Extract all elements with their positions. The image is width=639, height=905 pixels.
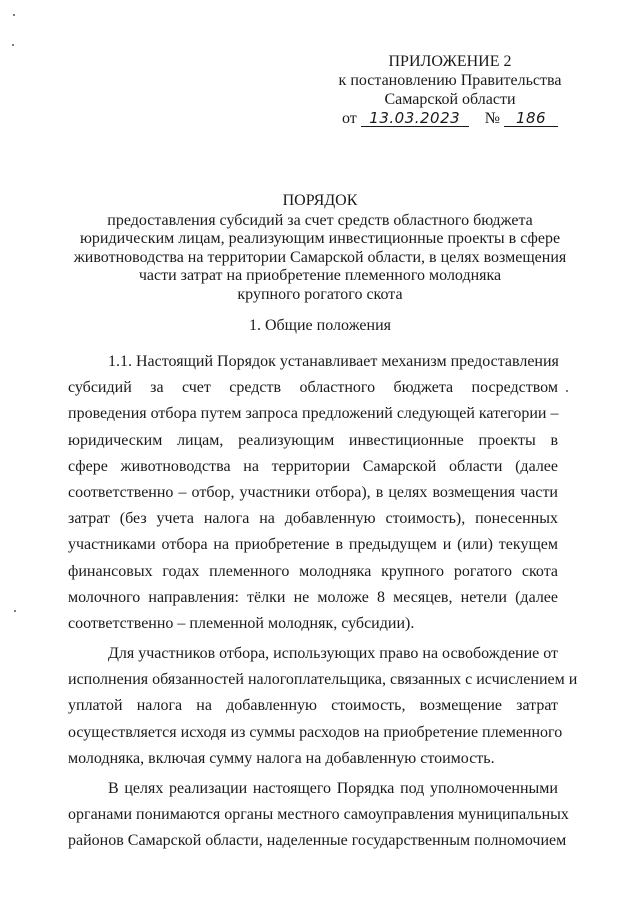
scan-speck <box>14 610 16 612</box>
paragraph-line: соответственно – племенной молодняк, субсидии). <box>68 614 415 632</box>
from-label: от <box>341 110 357 127</box>
subtitle-line: части затрат на приобретение племенного молодняка <box>138 267 502 284</box>
paragraph-line: финансовых годах племенного молодняка крупного рогатого скота <box>68 562 558 580</box>
appendix-line-1: к постановлению Правительства <box>338 72 562 89</box>
paragraph-line: исполнения обязанностей налогоплательщика, связанных с исчислением и <box>68 671 578 689</box>
paragraph-line: субсидий за счет средств областного бюджета посредством <box>68 379 558 397</box>
document-title: ПОРЯДОК <box>282 192 358 209</box>
paragraph <box>68 776 569 855</box>
paragraph-line: В целях реализации настоящего Порядка под уполномоченными <box>108 780 558 797</box>
paragraph-line: 1.1. Настоящий Порядок устанавливает механизм предоставления <box>108 353 559 370</box>
paragraph-line: осуществляется исходя из суммы расходов на приобретение племенного <box>68 723 563 741</box>
paragraph-line: Для участников отбора, использующих право на освобождение от <box>108 645 559 663</box>
paragraph-line: соответственно – отбор, участники отбора), в целях возмещения части <box>68 483 558 501</box>
number-label: № <box>484 110 501 127</box>
paragraph-line: сфере животноводства на территории Самарской области (далее <box>68 457 558 475</box>
paragraph-line: затрат (без учета налога на добавленную стоимость), понесенных <box>68 510 558 528</box>
paragraph-line: участниками отбора на приобретение в предыдущем и (или) текущем <box>68 536 558 554</box>
handwritten-number: 186 <box>504 110 558 127</box>
appendix-date-row <box>300 109 600 128</box>
paragraph-line: уплатой налога на добавленную стоимость, возмещение затрат <box>68 697 558 715</box>
paragraph <box>68 349 558 637</box>
section-heading: 1. Общие положения <box>248 317 392 334</box>
subtitle-line: предоставления субсидий за счет средств областного бюджета <box>107 211 533 229</box>
scan-speck <box>12 44 14 46</box>
paragraph-line: молочного направления: тёлки не моложе 8 месяцев, нетели (далее <box>68 588 558 606</box>
paragraph-line: молодняка, включая сумму налога на добавленную стоимость. <box>68 749 495 767</box>
appendix-line-2: Самарской области <box>384 91 516 108</box>
document-body <box>68 349 578 855</box>
paragraph-line: районов Самарской области, наделенные государственным полномочием <box>68 832 567 850</box>
paragraph-line: органами понимаются органы местного самоуправления муниципальных <box>68 806 569 824</box>
subtitle-line: юридическим лицам, реализующим инвестиционные проекты в сфере <box>79 230 561 247</box>
subtitle-line: животноводства на территории Самарской области, в целях возмещения <box>73 248 567 266</box>
document-title-block <box>60 192 580 304</box>
scan-speck <box>13 14 15 16</box>
appendix-header <box>300 52 600 128</box>
paragraph <box>68 641 578 772</box>
appendix-title: ПРИЛОЖЕНИЕ 2 <box>388 53 512 70</box>
paragraph-line: юридическим лицам, реализующим инвестиционные проекты в <box>68 431 558 449</box>
subtitle-line: крупного рогатого скота <box>237 285 403 303</box>
scan-speck <box>566 390 568 392</box>
handwritten-date: 13.03.2023 <box>361 110 469 127</box>
paragraph-line: проведения отбора путем запроса предложений следующей категории – <box>68 405 559 423</box>
